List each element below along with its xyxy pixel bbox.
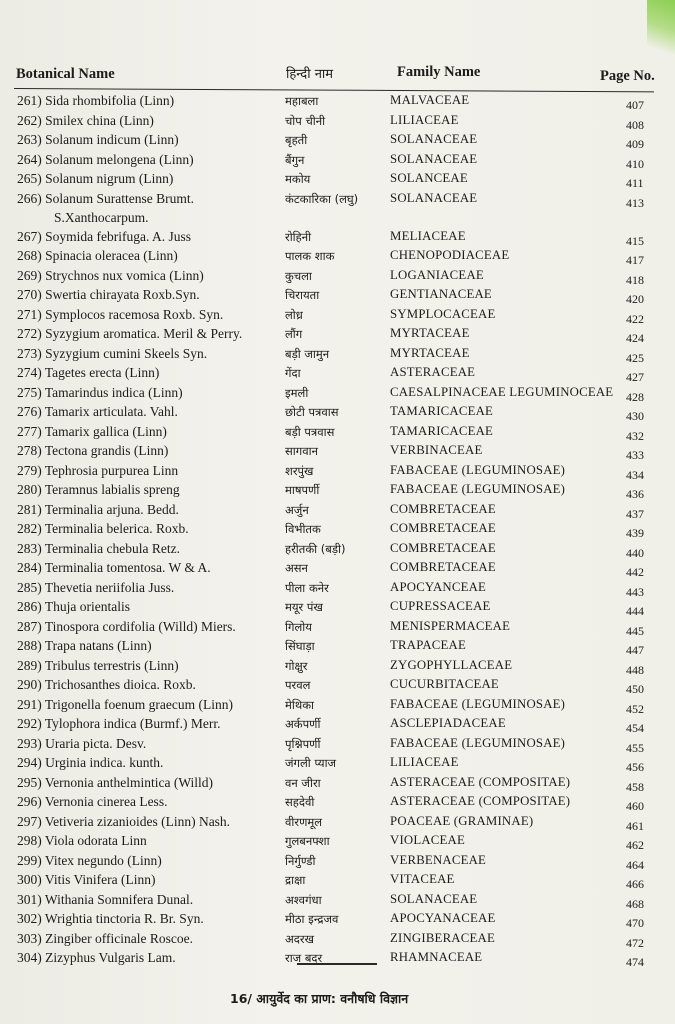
page-number: 434 bbox=[626, 467, 644, 482]
botanical-name: 272) Syzygium aromatica. Meril & Perry. bbox=[17, 326, 243, 341]
page-number: 464 bbox=[626, 857, 644, 872]
table-row bbox=[0, 950, 675, 970]
botanical-name: 302) Wrightia tinctoria R. Br. Syn. bbox=[17, 911, 204, 926]
family-name: ASCLEPIADACEAE bbox=[390, 716, 506, 730]
hindi-name: बड़ी जामुन bbox=[285, 346, 330, 361]
hindi-name: वन जीरा bbox=[285, 775, 321, 790]
botanical-name: 262) Smilex china (Linn) bbox=[17, 112, 154, 128]
botanical-name: 269) Strychnos nux vomica (Linn) bbox=[17, 267, 204, 283]
page-number: 445 bbox=[626, 623, 644, 638]
hindi-name: चोप चीनी bbox=[285, 113, 326, 128]
family-name: ZYGOPHYLLACEAE bbox=[390, 657, 513, 672]
page-number: 460 bbox=[626, 799, 644, 813]
table-row bbox=[0, 482, 675, 502]
page-number: 454 bbox=[626, 721, 644, 735]
header-family-name: Family Name bbox=[397, 64, 481, 80]
hindi-name: अर्कपर्णी bbox=[285, 717, 321, 731]
page-number: 410 bbox=[626, 156, 644, 171]
table-row bbox=[0, 521, 675, 541]
table-row bbox=[0, 287, 675, 307]
table-row bbox=[0, 171, 675, 191]
table-row bbox=[0, 775, 675, 795]
family-name: FABACEAE (LEGUMINOSAE) bbox=[390, 735, 566, 750]
family-name: SOLANACEAE bbox=[390, 190, 478, 205]
hindi-name: पालक शाक bbox=[285, 249, 335, 263]
family-name: LILIACEAE bbox=[390, 755, 459, 769]
header-page-no: Page No. bbox=[600, 68, 655, 84]
page-number: 452 bbox=[626, 701, 644, 716]
table-row bbox=[0, 404, 675, 424]
hindi-name: छोटी पत्रवास bbox=[285, 405, 339, 419]
table-row bbox=[0, 619, 675, 639]
family-name: COMBRETACEAE bbox=[390, 521, 496, 535]
botanical-name: 271) Symplocos racemosa Roxb. Syn. bbox=[17, 306, 224, 322]
page-number: 420 bbox=[626, 292, 644, 306]
page-number: 472 bbox=[626, 935, 644, 950]
hindi-name: सागवान bbox=[285, 444, 318, 458]
table-row bbox=[0, 697, 675, 717]
page-number: 424 bbox=[626, 331, 644, 345]
family-name: COMBRETACEAE bbox=[390, 540, 496, 555]
family-name: CUPRESSACEAE bbox=[390, 599, 491, 613]
page-number: 462 bbox=[626, 838, 644, 852]
family-name: SOLANACEAE bbox=[390, 132, 478, 146]
hindi-name: लौंग bbox=[285, 327, 303, 341]
page-number: 425 bbox=[626, 350, 644, 365]
family-name: LOGANIACEAE bbox=[390, 267, 484, 282]
family-name: VIOLACEAE bbox=[390, 833, 466, 847]
table-row bbox=[0, 113, 675, 133]
table-row bbox=[0, 248, 675, 268]
page-number: 444 bbox=[626, 604, 644, 618]
table-row bbox=[0, 152, 675, 172]
hindi-name: गुलबनफ्शा bbox=[285, 834, 330, 848]
family-name: POACEAE (GRAMINAE) bbox=[390, 813, 534, 828]
page-number: 456 bbox=[626, 760, 644, 774]
family-name: VITACEAE bbox=[390, 872, 455, 886]
header-rule bbox=[14, 88, 654, 92]
botanical-name: 287) Tinospora cordifolia (Willd) Miers. bbox=[17, 618, 236, 634]
table-row bbox=[0, 541, 675, 561]
hindi-name: इमली bbox=[285, 385, 309, 400]
table-row bbox=[0, 326, 675, 346]
page-number: 466 bbox=[626, 877, 644, 891]
hindi-name: हरीतकी (बड़ी) bbox=[285, 541, 346, 556]
family-name: MYRTACEAE bbox=[390, 345, 470, 360]
botanical-name: 300) Vitis Vinifera (Linn) bbox=[17, 872, 156, 887]
botanical-name: 277) Tamarix gallica (Linn) bbox=[17, 423, 167, 439]
family-name: ZINGIBERACEAE bbox=[390, 930, 495, 945]
table-row bbox=[0, 560, 675, 580]
family-name: FABACEAE (LEGUMINOSAE) bbox=[390, 696, 566, 711]
page-number: 439 bbox=[626, 526, 644, 540]
family-name: MYRTACEAE bbox=[390, 326, 470, 340]
botanical-name: 296) Vernonia cinerea Less. bbox=[17, 794, 168, 809]
botanical-name: 285) Thevetia neriifolia Juss. bbox=[17, 579, 175, 595]
hindi-name: सहदेवी bbox=[285, 795, 315, 809]
hindi-name: कुचला bbox=[285, 268, 312, 283]
family-name: COMBRETACEAE bbox=[390, 501, 496, 516]
hindi-name: गोक्षुर bbox=[285, 658, 308, 673]
table-row bbox=[0, 853, 675, 873]
hindi-name: परवल bbox=[285, 678, 311, 692]
botanical-name: 295) Vernonia anthelmintica (Willd) bbox=[17, 774, 214, 790]
table-row bbox=[0, 755, 675, 775]
hindi-name: बृहती bbox=[285, 133, 308, 147]
family-name: VERBINACEAE bbox=[390, 443, 483, 457]
hindi-name: राज बदर bbox=[285, 951, 323, 965]
hindi-name: चिरायता bbox=[285, 288, 320, 302]
family-name: SOLANACEAE bbox=[390, 891, 478, 906]
hindi-name: महाबला bbox=[285, 94, 319, 108]
table-row bbox=[0, 814, 675, 834]
botanical-name: 303) Zingiber officinale Roscoe. bbox=[17, 930, 193, 946]
botanical-name: 292) Tylophora indica (Burmf.) Merr. bbox=[17, 716, 221, 731]
table-row bbox=[0, 872, 675, 892]
table-row bbox=[0, 794, 675, 814]
page-number: 433 bbox=[626, 448, 644, 462]
table-row bbox=[0, 833, 675, 853]
header-botanical-name: Botanical Name bbox=[16, 66, 115, 82]
hindi-name: गिलोय bbox=[285, 619, 312, 634]
hindi-name: लोध्र bbox=[285, 307, 303, 322]
botanical-name: 293) Uraria picta. Desv. bbox=[17, 735, 147, 751]
page-number: 455 bbox=[626, 740, 644, 755]
botanical-name: 276) Tamarix articulata. Vahl. bbox=[17, 404, 178, 419]
botanical-name: 274) Tagetes erecta (Linn) bbox=[17, 365, 160, 380]
table-row bbox=[0, 892, 675, 912]
table-row bbox=[0, 463, 675, 483]
hindi-name: मीठा इन्द्रजव bbox=[285, 912, 339, 926]
botanical-name: 286) Thuja orientalis bbox=[17, 599, 130, 614]
hindi-name: रोहिनी bbox=[285, 229, 312, 244]
footer-separator bbox=[297, 963, 377, 965]
page-number: 409 bbox=[626, 137, 644, 151]
table-row bbox=[0, 268, 675, 288]
table-row bbox=[0, 580, 675, 600]
header-hindi-name: हिन्दी नाम bbox=[286, 67, 334, 82]
page-number: 436 bbox=[626, 487, 644, 501]
table-row bbox=[0, 365, 675, 385]
page-number: 430 bbox=[626, 409, 644, 423]
table-row bbox=[0, 424, 675, 444]
botanical-name: 266) Solanum Surattense Brumt. bbox=[17, 190, 194, 206]
family-name: SOLANACEAE bbox=[390, 151, 478, 166]
botanical-name: 282) Terminalia belerica. Roxb. bbox=[17, 521, 189, 536]
family-name: LILIACEAE bbox=[390, 112, 459, 127]
family-name: CHENOPODIACEAE bbox=[390, 248, 510, 262]
page-number: 440 bbox=[626, 545, 644, 560]
page-number: 418 bbox=[626, 272, 644, 287]
table-row bbox=[0, 677, 675, 697]
page-footer: 16/ आयुर्वेद का प्राण: वनौषधि विज्ञान bbox=[230, 991, 409, 1006]
family-name: TAMARICACEAE bbox=[390, 404, 494, 418]
page-number: 474 bbox=[626, 955, 644, 969]
hindi-name: पृश्निपर्णी bbox=[285, 736, 321, 751]
page-number: 442 bbox=[626, 565, 644, 579]
hindi-name: पीला कनेर bbox=[285, 580, 329, 595]
table-row bbox=[0, 346, 675, 366]
table-row bbox=[0, 599, 675, 619]
page-number: 428 bbox=[626, 389, 644, 404]
table-header bbox=[16, 62, 656, 86]
family-name: MALVACEAE bbox=[390, 93, 470, 107]
botanical-name: 283) Terminalia chebula Retz. bbox=[17, 540, 180, 556]
hindi-name: गेंदा bbox=[285, 366, 301, 380]
page-number: 468 bbox=[626, 896, 644, 911]
table-row bbox=[0, 229, 675, 249]
plant-index-table bbox=[0, 93, 675, 970]
table-row bbox=[0, 502, 675, 522]
family-name: TRAPACEAE bbox=[390, 638, 466, 652]
hindi-name: द्राक्षा bbox=[285, 873, 306, 887]
page-corner-highlight bbox=[647, 0, 675, 60]
botanical-name: 284) Terminalia tomentosa. W & A. bbox=[17, 560, 211, 575]
table-row bbox=[0, 93, 675, 113]
page-number: 447 bbox=[626, 643, 644, 657]
hindi-name: अर्जुन bbox=[285, 502, 309, 517]
hindi-name: विभीतक bbox=[285, 522, 321, 536]
table-row bbox=[0, 638, 675, 658]
family-name: APOCYANCEAE bbox=[390, 579, 487, 594]
family-name: GENTIANACEAE bbox=[390, 287, 492, 301]
botanical-name: 289) Tribulus terrestris (Linn) bbox=[17, 657, 179, 673]
page-number: 437 bbox=[626, 506, 644, 521]
botanical-name: 298) Viola odorata Linn bbox=[17, 833, 147, 848]
family-name: CUCURBITACEAE bbox=[390, 677, 499, 691]
hindi-name: मेथिका bbox=[285, 697, 315, 712]
hindi-name: असन bbox=[285, 561, 308, 575]
hindi-name: निर्गुण्डी bbox=[285, 853, 316, 868]
hindi-name: कंटकारिका (लघु) bbox=[285, 191, 359, 206]
family-name: TAMARICACEAE bbox=[390, 423, 494, 438]
family-name: APOCYANACEAE bbox=[390, 911, 496, 925]
table-row bbox=[0, 385, 675, 405]
hindi-name: मकोय bbox=[285, 172, 311, 186]
page-number: 411 bbox=[626, 176, 644, 190]
hindi-name: मयूर पंख bbox=[285, 600, 323, 614]
table-row bbox=[0, 132, 675, 152]
botanical-name: 291) Trigonella foenum graecum (Linn) bbox=[17, 696, 233, 712]
botanical-name: 261) Sida rhombifolia (Linn) bbox=[17, 93, 175, 108]
page-number: 417 bbox=[626, 253, 644, 267]
family-name: ASTERACEAE bbox=[390, 365, 476, 379]
family-name: MENISPERMACEAE bbox=[390, 618, 511, 633]
hindi-name: वीरणमूल bbox=[285, 814, 323, 829]
botanical-name: 297) Vetiveria zizanioides (Linn) Nash. bbox=[17, 813, 231, 829]
page-number: 432 bbox=[626, 428, 644, 443]
family-name: SOLANCEAE bbox=[390, 171, 468, 185]
botanical-name: 301) Withania Somnifera Dunal. bbox=[17, 891, 194, 907]
page-number: 415 bbox=[626, 233, 644, 248]
page-number: 427 bbox=[626, 370, 644, 384]
hindi-name: बड़ी पत्रवास bbox=[285, 424, 335, 439]
table-row bbox=[0, 443, 675, 463]
table-row bbox=[0, 658, 675, 678]
table-row bbox=[0, 911, 675, 931]
family-name: SYMPLOCACEAE bbox=[390, 306, 496, 321]
hindi-name: जंगली प्याज bbox=[285, 756, 337, 770]
botanical-name: 279) Tephrosia purpurea Linn bbox=[17, 462, 179, 478]
botanical-name: 304) Zizyphus Vulgaris Lam. bbox=[17, 950, 176, 965]
botanical-name: 268) Spinacia oleracea (Linn) bbox=[17, 248, 178, 263]
family-name: RHAMNACEAE bbox=[390, 950, 483, 964]
table-row bbox=[0, 931, 675, 951]
botanical-name: 294) Urginia indica. kunth. bbox=[17, 755, 164, 770]
family-name: VERBENACEAE bbox=[390, 852, 487, 867]
table-row bbox=[0, 191, 675, 229]
hindi-name: बैंगुन bbox=[285, 152, 305, 167]
page-number: 450 bbox=[626, 682, 644, 696]
botanical-name: 264) Solanum melongena (Linn) bbox=[17, 151, 194, 167]
family-name: CAESALPINACEAE LEGUMINOCEAE bbox=[390, 384, 614, 399]
botanical-name: 273) Syzygium cumini Skeels Syn. bbox=[17, 345, 208, 361]
botanical-name: 275) Tamarindus indica (Linn) bbox=[17, 384, 183, 400]
botanical-name: 263) Solanum indicum (Linn) bbox=[17, 132, 179, 147]
page-number: 461 bbox=[626, 818, 644, 833]
hindi-name: अदरख bbox=[285, 931, 315, 946]
botanical-name: 299) Vitex negundo (Linn) bbox=[17, 852, 162, 868]
page-number: 443 bbox=[626, 584, 644, 599]
botanical-name: 265) Solanum nigrum (Linn) bbox=[17, 171, 174, 186]
page-number: 413 bbox=[626, 195, 644, 210]
family-name: COMBRETACEAE bbox=[390, 560, 496, 574]
botanical-name-continued: S.Xanthocarpum. bbox=[54, 209, 149, 225]
family-name: ASTERACEAE (COMPOSITAE) bbox=[390, 774, 571, 789]
page-number: 408 bbox=[626, 117, 644, 132]
botanical-name: 270) Swertia chirayata Roxb.Syn. bbox=[17, 287, 200, 302]
family-name: FABACEAE (LEGUMINOSAE) bbox=[390, 482, 566, 496]
page-number: 458 bbox=[626, 779, 644, 794]
family-name: MELIACEAE bbox=[390, 228, 466, 243]
botanical-name: 290) Trichosanthes dioica. Roxb. bbox=[17, 677, 196, 692]
table-row bbox=[0, 716, 675, 736]
botanical-name: 280) Teramnus labialis spreng bbox=[17, 482, 180, 497]
hindi-name: अश्वगंधा bbox=[285, 892, 322, 907]
family-name: ASTERACEAE (COMPOSITAE) bbox=[390, 794, 571, 808]
botanical-name: 288) Trapa natans (Linn) bbox=[17, 638, 152, 653]
botanical-name: 278) Tectona grandis (Linn) bbox=[17, 443, 169, 458]
page-number: 470 bbox=[626, 916, 644, 930]
hindi-name: सिंघाड़ा bbox=[285, 639, 315, 653]
botanical-name: 281) Terminalia arjuna. Bedd. bbox=[17, 501, 179, 517]
botanical-name: 267) Soymida febrifuga. A. Juss bbox=[17, 228, 191, 244]
table-row bbox=[0, 736, 675, 756]
page-number: 448 bbox=[626, 662, 644, 677]
hindi-name: शरपुंख bbox=[285, 463, 314, 478]
page-number: 407 bbox=[626, 98, 644, 112]
hindi-name: माषपर्णी bbox=[285, 483, 320, 497]
page-number: 422 bbox=[626, 311, 644, 326]
family-name: FABACEAE (LEGUMINOSAE) bbox=[390, 462, 566, 477]
table-row bbox=[0, 307, 675, 327]
